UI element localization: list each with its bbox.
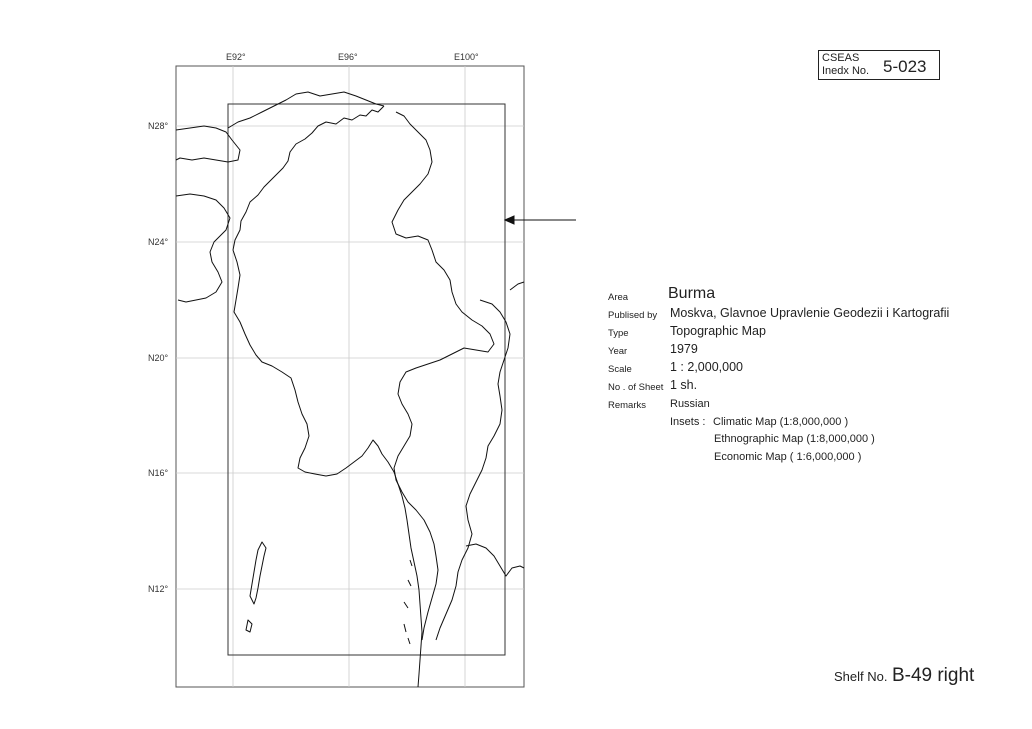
insets-label: Insets : [670,416,706,428]
china-border [228,92,384,128]
burma-outline [233,106,422,687]
area-value: Burma [668,285,716,302]
shelf-label: Shelf No. [834,669,888,684]
andaman-island-north [250,542,266,604]
index-label: Inedx No. [822,65,870,77]
scale-label: Scale [608,364,632,375]
lat-label-20: N20° [148,353,169,363]
area-label: Area [608,292,629,303]
lon-label-96: E96° [338,52,358,62]
inset-item-economic: Economic Map ( 1:6,000,000 ) [714,451,862,463]
scale-value: 1 : 2,000,000 [670,360,743,374]
lat-label-12: N12° [148,584,169,594]
type-label: Type [608,328,629,339]
lat-label-24: N24° [148,237,169,247]
publisher-value: Moskva, Glavnoe Upravlenie Geodezii i Kartografii [670,306,950,320]
india-border [176,126,240,162]
shelf-number [834,665,974,687]
bangladesh-border [176,194,230,302]
index-number-box [818,50,940,80]
pointer-arrow [505,216,576,224]
inset-item-ethnographic: Ethnographic Map (1:8,000,000 ) [714,433,875,445]
index-institution: CSEAS [822,52,860,64]
sheets-label: No . of Sheet [608,382,664,393]
year-label: Year [608,346,628,357]
burma-east-border [392,112,494,640]
shelf-value: B-49 right [891,665,975,686]
lat-label-28: N28° [148,121,169,131]
lon-label-92: E92° [226,52,246,62]
index-number: 5-023 [883,57,927,76]
type-value: Topographic Map [670,324,766,338]
andaman-island-small [246,620,252,632]
inset-item-climatic: Climatic Map (1:8,000,000 ) [713,416,849,428]
lon-label-100: E100° [454,52,479,62]
sheet-coverage-rect [228,104,505,655]
laos-border [510,282,524,290]
gulf-coast [466,544,524,576]
remarks-value: Russian [670,398,710,410]
sheets-value: 1 sh. [670,378,698,392]
remarks-label: Remarks [608,400,647,411]
mergui-islands [404,560,412,644]
lat-label-16: N16° [148,468,169,478]
publisher-label: Publised by [608,310,658,321]
year-value: 1979 [670,342,698,356]
